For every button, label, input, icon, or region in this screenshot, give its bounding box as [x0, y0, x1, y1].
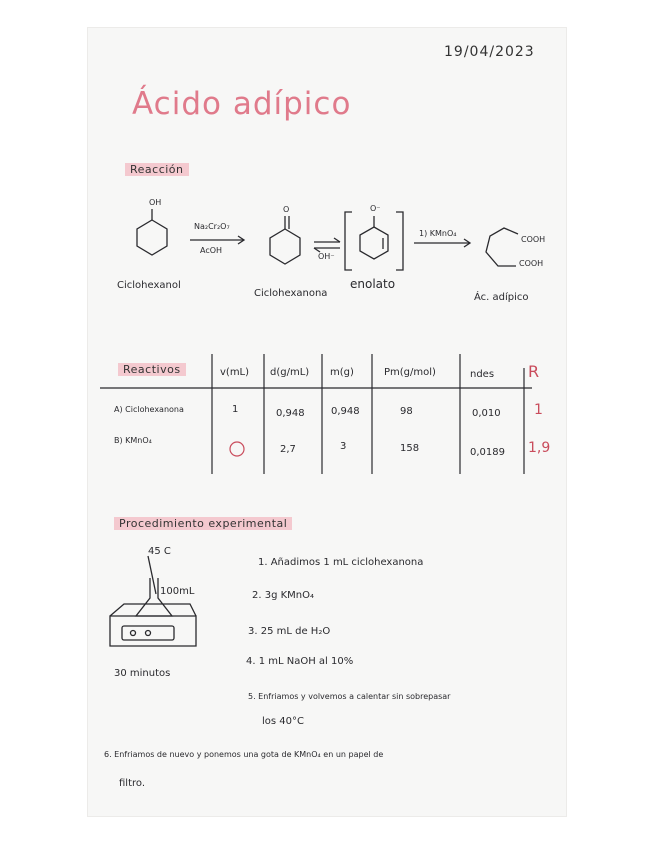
table-cell-density: 0,948 [276, 408, 305, 419]
table-header-molar-mass: Pm(g/mol) [384, 367, 436, 378]
table-cell-ratio: 1,9 [528, 440, 551, 456]
page-title: Ácido adípico [132, 86, 352, 122]
compound-label: Ciclohexanol [117, 280, 181, 291]
compound-label: Ciclohexanona [254, 288, 328, 299]
knob-icon [146, 631, 151, 636]
time-label: 30 minutos [114, 668, 171, 679]
hotplate-icon [110, 616, 196, 646]
procedure-step-continuation: los 40°C [262, 716, 304, 727]
procedure-step: 2. 3g KMnO₄ [252, 590, 315, 601]
table-header-mass: m(g) [330, 367, 354, 378]
table-cell-mass: 0,948 [331, 406, 360, 417]
date: 19/04/2023 [444, 44, 535, 60]
table-cell-density: 2,7 [280, 444, 296, 455]
table-header-volume: v(mL) [220, 367, 250, 378]
temperature-label: 45 C [148, 546, 171, 557]
procedure-step: 6. Enfriamos de nuevo y ponemos una gota de KMnO₄ en un papel de [104, 750, 384, 759]
base-label: OH⁻ [318, 252, 335, 261]
table-cell-name: A) Ciclohexanona [114, 405, 184, 414]
reagent-below-label: AcOH [200, 246, 223, 255]
enolate-o-label: O⁻ [370, 204, 381, 213]
table-cell-volume: 1 [232, 404, 239, 415]
procedure-step: 4. 1 mL NaOH al 10% [246, 656, 354, 667]
table-cell-molar-mass: 158 [400, 443, 420, 454]
table-header-density: d(g/mL) [270, 367, 310, 378]
knob-icon [131, 631, 136, 636]
procedure-step: 5. Enfriamos y volvemos a calentar sin sobrepasar [248, 692, 451, 701]
table-header-reactivos: Reactivos [118, 363, 186, 376]
cooh-label-1: COOH [521, 235, 546, 244]
procedure-heading: Procedimiento experimental [114, 517, 292, 530]
table-cell-moles: 0,010 [472, 408, 501, 419]
compound-label: Ác. adípico [474, 292, 529, 303]
volume-label: 100mL [160, 586, 195, 597]
procedure-step-continuation: filtro. [119, 778, 146, 789]
reaction-heading: Reacción [125, 163, 189, 176]
table-header-ratio: R [528, 362, 540, 381]
compound-label: enolato [350, 277, 396, 291]
oh-group-label: OH [149, 198, 162, 207]
ketone-label: O [283, 205, 290, 214]
cooh-label-2: COOH [519, 259, 544, 268]
table-cell-name: B) KMnO₄ [114, 436, 152, 445]
procedure-step: 3. 25 mL de H₂O [248, 626, 331, 637]
oxidant-label: 1) KMnO₄ [419, 229, 457, 238]
reagent-above-label: Na₂Cr₂O₇ [194, 222, 230, 231]
table-cell-mass: 3 [340, 441, 347, 452]
thermometer-icon [148, 556, 156, 594]
table-cell-moles: 0,0189 [470, 447, 505, 458]
table-cell-molar-mass: 98 [400, 406, 413, 417]
procedure-step: 1. Añadimos 1 mL ciclohexanona [258, 557, 424, 568]
table-cell-ratio: 1 [534, 402, 543, 418]
table-header-moles: ndes [470, 369, 495, 380]
